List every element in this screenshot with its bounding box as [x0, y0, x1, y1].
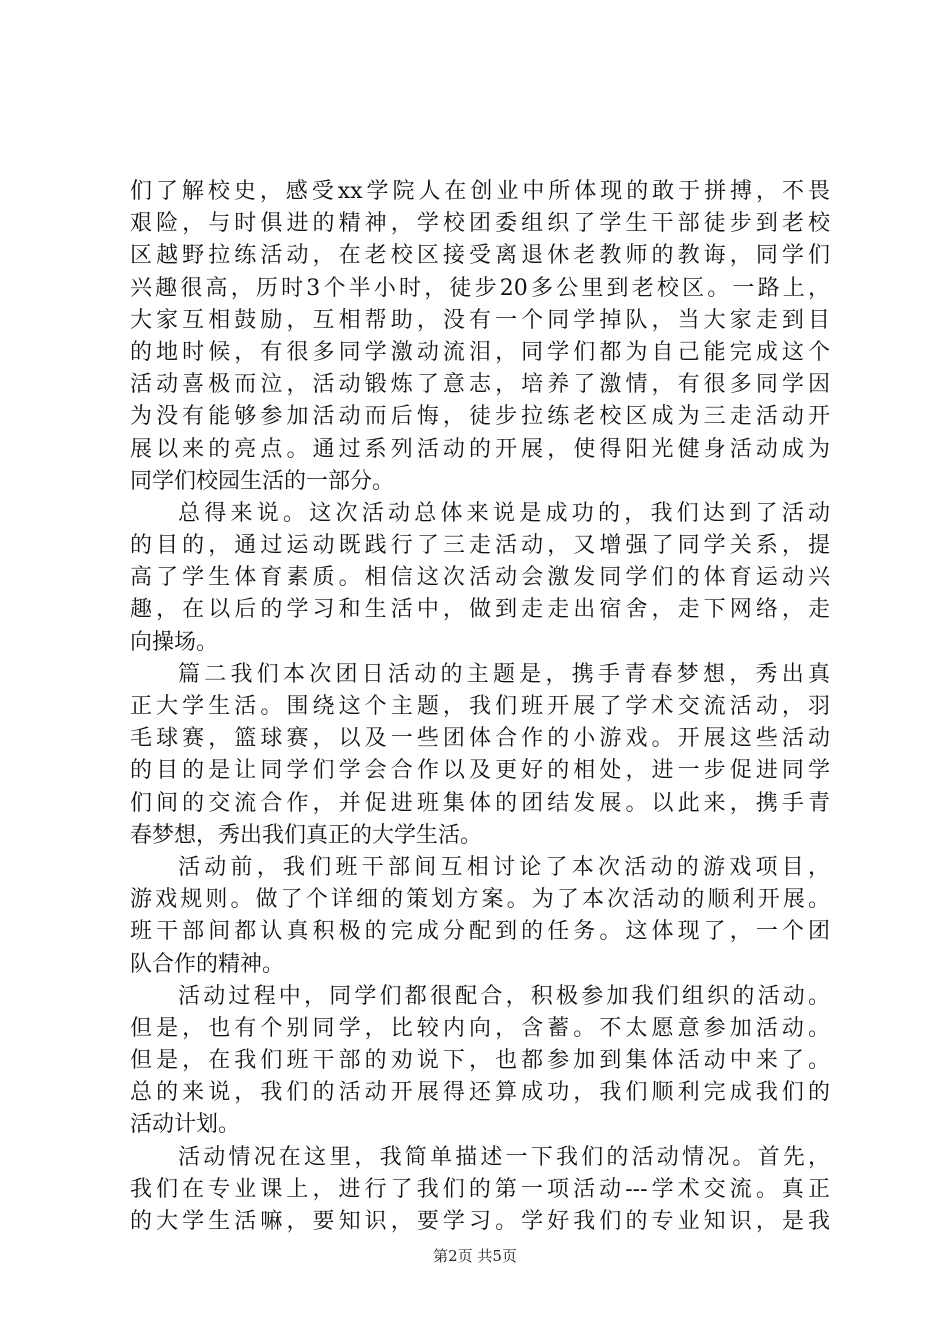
text-line: 我们在专业课上，进行了我们的第一项活动---学术交流。真正 [130, 1176, 830, 1202]
text-line: 但是，在我们班干部的劝说下，也都参加到集体活动中来了。 [130, 1048, 830, 1074]
page-footer: 第2页 共5页 [433, 1247, 517, 1265]
text-line: 队合作的精神。 [130, 951, 285, 977]
text-line: 但是，也有个别同学，比较内向，含蓄。不太愿意参加活动。 [130, 1015, 830, 1041]
text-line: 区越野拉练活动，在老校区接受离退休老教师的教诲，同学们 [130, 243, 830, 269]
text-line: 活动喜极而泣，活动锻炼了意志，培养了激情，有很多同学因 [130, 372, 830, 398]
text-line: 活动前，我们班干部间互相讨论了本次活动的游戏项目， [178, 854, 830, 880]
text-line: 趣，在以后的学习和生活中，做到走走出宿舍，走下网络，走 [130, 597, 830, 623]
text-line: 篇二我们本次团日活动的主题是，携手青春梦想，秀出真 [178, 661, 830, 687]
text-line: 活动过程中，同学们都很配合，积极参加我们组织的活动。 [178, 983, 830, 1009]
text-line: 高了学生体育素质。相信这次活动会激发同学们的体育运动兴 [130, 565, 830, 591]
text-line: 兴趣很高，历时3个半小时，徒步20多公里到老校区。一路上， [130, 275, 830, 301]
text-line: 展以来的亮点。通过系列活动的开展，使得阳光健身活动成为 [130, 436, 830, 462]
text-line: 的地时候，有很多同学激动流泪，同学们都为自己能完成这个 [130, 339, 830, 365]
text-line: 的大学生活嘛，要知识，要学习。学好我们的专业知识，是我 [130, 1209, 830, 1234]
text-line: 大家互相鼓励，互相帮助，没有一个同学掉队，当大家走到目 [130, 307, 830, 333]
text-line: 的目的是让同学们学会合作以及更好的相处，进一步促进同学 [130, 758, 830, 784]
text-line: 正大学生活。围绕这个主题，我们班开展了学术交流活动，羽 [130, 694, 830, 719]
text-line: 毛球赛，篮球赛，以及一些团体合作的小游戏。开展这些活动 [130, 726, 830, 752]
text-line: 游戏规则。做了个详细的策划方案。为了本次活动的顺利开展。 [130, 887, 830, 913]
text-line: 活动计划。 [130, 1112, 241, 1138]
text-line: 向操场。 [130, 629, 219, 655]
text-line: 总的来说，我们的活动开展得还算成功，我们顺利完成我们的 [130, 1080, 830, 1106]
text-line: 们间的交流合作，并促进班集体的团结发展。以此来，携手青 [130, 790, 830, 816]
text-line: 的目的，通过运动既践行了三走活动，又增强了同学关系，提 [130, 533, 830, 559]
text-line: 春梦想，秀出我们真正的大学生活。 [130, 822, 483, 848]
text-line: 活动情况在这里，我简单描述一下我们的活动情况。首先， [178, 1144, 830, 1170]
text-line: 总得来说。这次活动总体来说是成功的，我们达到了活动 [178, 500, 830, 526]
text-line: 为没有能够参加活动而后悔，徒步拉练老校区成为三走活动开 [130, 404, 830, 430]
text-line: 们了解校史，感受xx学院人在创业中所体现的敢于拼搏，不畏 [130, 179, 830, 204]
body-text [130, 176, 830, 1238]
text-line: 艰险，与时俱进的精神，学校团委组织了学生干部徒步到老校 [130, 211, 830, 237]
text-line: 班干部间都认真积极的完成分配到的任务。这体现了，一个团 [130, 919, 830, 945]
text-line: 同学们校园生活的一部分。 [130, 468, 395, 494]
